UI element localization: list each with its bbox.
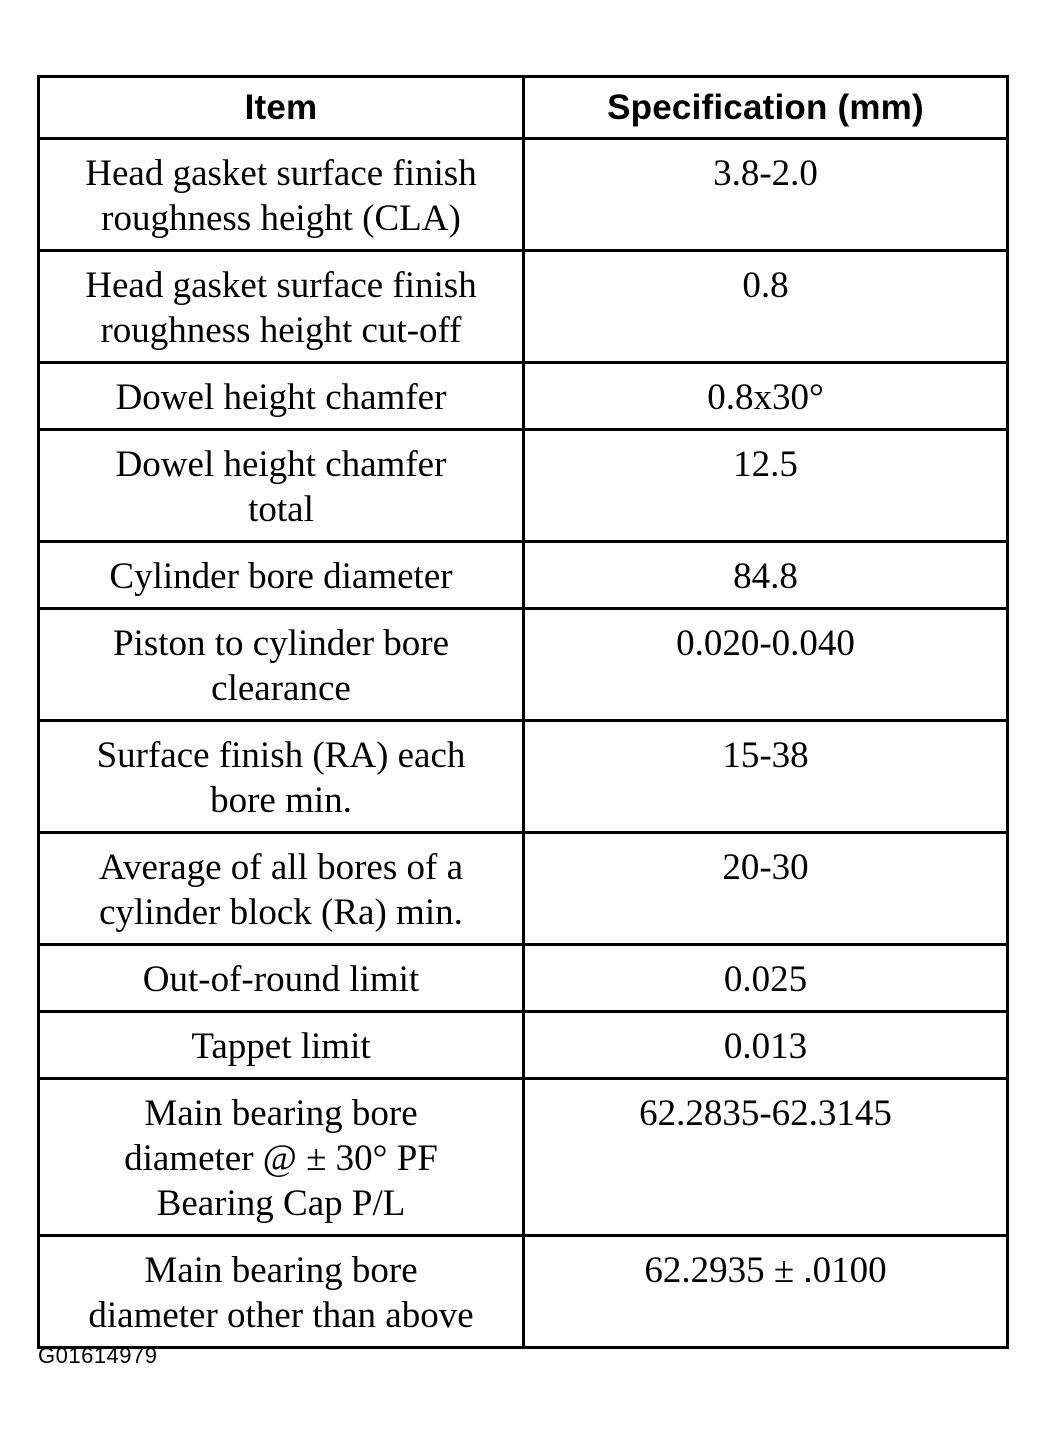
item-line: Bearing Cap P/L: [156, 1183, 406, 1224]
table-row: [39, 721, 1008, 833]
item-line: clearance: [211, 668, 351, 709]
table-row: [39, 1236, 1008, 1348]
item-line: Cylinder bore diameter: [109, 556, 453, 597]
item-cell: [39, 945, 524, 1012]
item-line: Main bearing bore: [144, 1250, 418, 1291]
item-cell: [39, 139, 524, 251]
item-cell: [39, 542, 524, 609]
item-line: Average of all bores of a: [98, 847, 463, 888]
header-specification: Specification (mm): [524, 77, 1008, 139]
spec-cell: 62.2835-62.3145: [524, 1079, 1008, 1236]
header-row: [39, 77, 1008, 139]
figure-id: G01614979: [38, 1343, 158, 1368]
item-cell: [39, 833, 524, 945]
item-line: Surface finish (RA) each: [96, 735, 466, 776]
item-cell: [39, 363, 524, 430]
spec-cell: 62.2935 ± .0100: [524, 1236, 1008, 1348]
table-row: [39, 251, 1008, 363]
item-line: Main bearing bore: [144, 1093, 418, 1134]
table-row: [39, 1079, 1008, 1236]
item-line: roughness height (CLA): [101, 198, 461, 239]
item-cell: [39, 609, 524, 721]
spec-cell: 0.013: [524, 1012, 1008, 1079]
spec-cell: 0.025: [524, 945, 1008, 1012]
item-cell: [39, 1236, 524, 1348]
item-line: Head gasket surface finish: [85, 265, 477, 306]
item-line: Out-of-round limit: [142, 959, 420, 1000]
specification-table: [37, 75, 1009, 1349]
item-line: cylinder block (Ra) min.: [99, 892, 463, 933]
table-row: [39, 139, 1008, 251]
spec-cell: 0.8: [524, 251, 1008, 363]
table-row: [39, 430, 1008, 542]
item-line: Tappet limit: [191, 1026, 371, 1067]
item-line: Dowel height chamfer: [115, 444, 447, 485]
spec-cell: 3.8-2.0: [524, 139, 1008, 251]
table-row: [39, 945, 1008, 1012]
spec-cell: 0.020-0.040: [524, 609, 1008, 721]
table-row: [39, 609, 1008, 721]
item-cell: [39, 1079, 524, 1236]
item-cell: [39, 1012, 524, 1079]
header-item: Item: [39, 77, 524, 139]
spec-cell: 84.8: [524, 542, 1008, 609]
item-line: Dowel height chamfer: [115, 377, 447, 418]
table-row: [39, 363, 1008, 430]
item-cell: [39, 721, 524, 833]
item-line: bore min.: [210, 780, 352, 821]
spec-cell: 15-38: [524, 721, 1008, 833]
table-row: [39, 1012, 1008, 1079]
item-line: roughness height cut-off: [100, 310, 462, 351]
table-row: [39, 833, 1008, 945]
item-line: diameter other than above: [88, 1295, 474, 1336]
table-row: [39, 542, 1008, 609]
item-cell: [39, 251, 524, 363]
item-cell: [39, 430, 524, 542]
spec-cell: 12.5: [524, 430, 1008, 542]
item-line: diameter @ ± 30° PF: [124, 1138, 438, 1179]
spec-cell: 20-30: [524, 833, 1008, 945]
item-line: Head gasket surface finish: [85, 153, 477, 194]
spec-cell: 0.8x30°: [524, 363, 1008, 430]
item-line: Piston to cylinder bore: [112, 623, 450, 664]
item-line: total: [248, 489, 314, 530]
